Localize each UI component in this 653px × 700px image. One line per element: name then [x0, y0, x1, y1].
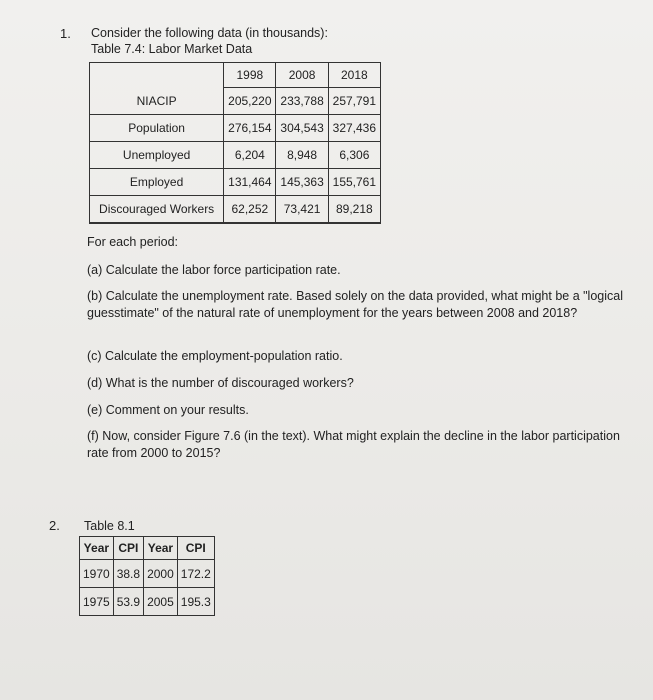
col-header-1998: 1998	[224, 63, 276, 88]
table-cell: 276,154	[224, 115, 276, 142]
row-label-employed: Employed	[90, 169, 224, 196]
col-header-cpi: CPI	[113, 537, 143, 560]
row-label-population: Population	[90, 115, 224, 142]
question-2-number: 2.	[49, 518, 60, 533]
labor-market-table	[89, 62, 381, 224]
table-cell: 155,761	[328, 169, 380, 196]
col-header-cpi: CPI	[177, 537, 214, 560]
col-header-2008: 2008	[276, 63, 328, 88]
col-header-year: Year	[144, 537, 178, 560]
table-8-1-caption: Table 8.1	[84, 519, 135, 533]
table-cell: 304,543	[276, 115, 328, 142]
row-label-discouraged-workers: Discouraged Workers	[90, 196, 224, 224]
part-f-text: (f) Now, consider Figure 7.6 (in the text). What might explain the decline in the labor participation rate from 2000 to 2015?	[87, 429, 620, 460]
table-cell: 145,363	[276, 169, 328, 196]
table-cell: 1970	[80, 560, 114, 588]
question-1-prompt: Consider the following data (in thousands):	[91, 26, 328, 40]
table-cell: 2000	[144, 560, 178, 588]
cpi-table	[79, 536, 215, 616]
table-cell: 131,464	[224, 169, 276, 196]
for-each-period-text: For each period:	[87, 235, 179, 249]
question-1-number: 1.	[60, 26, 71, 41]
part-b-text: (b) Calculate the unemployment rate. Based solely on the data provided, what might be a "logical guesstimate" of the natural rate of unemployment for the years between 2008 and 2018?	[87, 289, 623, 320]
part-e-text: (e) Comment on your results.	[87, 403, 249, 417]
part-a-text: (a) Calculate the labor force participation rate.	[87, 263, 341, 277]
table-cell: 62,252	[224, 196, 276, 224]
part-d-text: (d) What is the number of discouraged workers?	[87, 376, 354, 390]
table-corner	[90, 63, 224, 88]
table-cell: 8,948	[276, 142, 328, 169]
row-label-niacip: NIACIP	[90, 88, 224, 115]
col-header-2018: 2018	[328, 63, 380, 88]
row-label-unemployed: Unemployed	[90, 142, 224, 169]
table-cell: 38.8	[113, 560, 143, 588]
table-7-4-caption: Table 7.4: Labor Market Data	[91, 42, 253, 56]
table-cell: 172.2	[177, 560, 214, 588]
table-cell: 2005	[144, 588, 178, 616]
table-cell: 53.9	[113, 588, 143, 616]
table-cell: 89,218	[328, 196, 380, 224]
table-cell: 6,306	[328, 142, 380, 169]
table-cell: 195.3	[177, 588, 214, 616]
table-cell: 257,791	[328, 88, 380, 115]
table-cell: 1975	[80, 588, 114, 616]
part-c-text: (c) Calculate the employment-population ratio.	[87, 349, 343, 363]
table-cell: 205,220	[224, 88, 276, 115]
table-cell: 327,436	[328, 115, 380, 142]
table-cell: 6,204	[224, 142, 276, 169]
table-cell: 73,421	[276, 196, 328, 224]
col-header-year: Year	[80, 537, 114, 560]
table-cell: 233,788	[276, 88, 328, 115]
